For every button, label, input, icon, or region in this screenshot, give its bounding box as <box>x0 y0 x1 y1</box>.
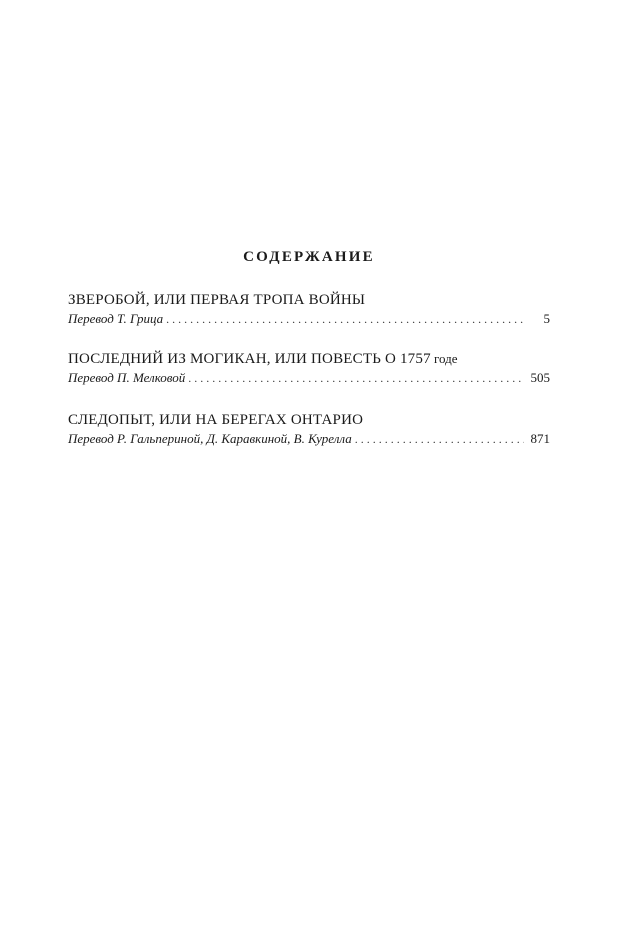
entry-title <box>68 291 550 309</box>
toc-heading: СОДЕРЖАНИЕ <box>243 249 375 265</box>
entry-title <box>68 411 550 429</box>
entry-line <box>68 369 550 387</box>
dot-leader <box>355 431 524 448</box>
dot-leader <box>166 311 524 328</box>
entry-translator: Перевод Т. Грица <box>68 311 164 326</box>
entry-title-text: СЛЕДОПЫТ, ИЛИ НА БЕРЕГАХ ОНТАРИО <box>68 412 364 428</box>
dot-leader <box>188 370 524 387</box>
entry-translator: Перевод Р. Гальпериной, Д. Каравкиной, В. Курелла <box>68 431 352 446</box>
entry-title-suffix: годе <box>430 351 458 366</box>
toc-entry <box>68 291 550 328</box>
entry-title <box>68 350 550 368</box>
entry-translator: Перевод П. Мелковой <box>68 370 186 385</box>
entry-line <box>68 430 550 448</box>
entry-title-text: ПОСЛЕДНИЙ ИЗ МОГИКАН, ИЛИ ПОВЕСТЬ О 1757 <box>68 351 431 367</box>
toc-entry <box>68 411 550 448</box>
entry-line <box>68 310 550 328</box>
entry-page-number: 505 <box>530 370 550 385</box>
entry-title-text: ЗВЕРОБОЙ, ИЛИ ПЕРВАЯ ТРОПА ВОЙНЫ <box>68 292 366 308</box>
toc-entry <box>68 350 550 387</box>
entry-page-number: 871 <box>530 431 550 446</box>
toc-list <box>68 291 550 470</box>
entry-page-number: 5 <box>543 311 550 326</box>
